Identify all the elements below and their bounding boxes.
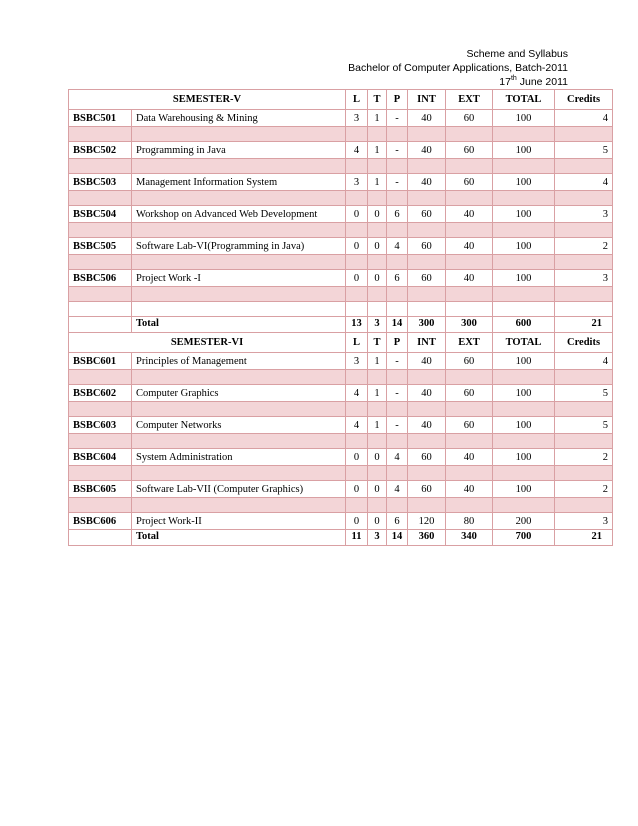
blank-cell xyxy=(493,302,555,317)
total-spacer xyxy=(69,317,132,333)
course-p: - xyxy=(387,385,408,402)
course-int: 60 xyxy=(408,238,446,255)
band-cell xyxy=(387,255,408,270)
band-cell xyxy=(493,223,555,238)
band-cell xyxy=(346,498,368,513)
row-band xyxy=(69,370,613,385)
course-p: - xyxy=(387,142,408,159)
header-title: Scheme and Syllabus xyxy=(466,48,568,60)
band-cell xyxy=(408,127,446,142)
course-p: - xyxy=(387,353,408,370)
course-int: 40 xyxy=(408,174,446,191)
row-band xyxy=(69,159,613,174)
band-cell xyxy=(69,287,132,302)
column-header-credits: Credits xyxy=(555,90,613,110)
course-name: Project Work-II xyxy=(132,513,346,530)
band-cell xyxy=(132,255,346,270)
band-cell xyxy=(387,127,408,142)
band-cell xyxy=(555,402,613,417)
total-label: Total xyxy=(132,530,346,546)
band-cell xyxy=(132,191,346,206)
total-int: 300 xyxy=(408,317,446,333)
course-name: Software Lab-VII (Computer Graphics) xyxy=(132,481,346,498)
band-cell xyxy=(132,223,346,238)
band-cell xyxy=(555,287,613,302)
band-cell xyxy=(368,434,387,449)
band-cell xyxy=(132,370,346,385)
column-header-p: P xyxy=(387,333,408,353)
course-ext: 60 xyxy=(446,142,493,159)
course-t: 1 xyxy=(368,417,387,434)
row-band xyxy=(69,434,613,449)
total-p: 14 xyxy=(387,530,408,546)
column-header-total: TOTAL xyxy=(493,333,555,353)
course-ext: 60 xyxy=(446,353,493,370)
blank-cell xyxy=(446,302,493,317)
course-code: BSBC603 xyxy=(69,417,132,434)
total-row xyxy=(69,530,613,546)
total-total: 700 xyxy=(493,530,555,546)
band-cell xyxy=(69,159,132,174)
band-cell xyxy=(446,434,493,449)
band-cell xyxy=(346,223,368,238)
course-t: 1 xyxy=(368,110,387,127)
course-ext: 40 xyxy=(446,238,493,255)
blank-row xyxy=(69,302,613,317)
course-l: 4 xyxy=(346,417,368,434)
band-cell xyxy=(132,159,346,174)
band-cell xyxy=(69,402,132,417)
band-cell xyxy=(446,191,493,206)
course-ext: 80 xyxy=(446,513,493,530)
course-int: 120 xyxy=(408,513,446,530)
band-cell xyxy=(493,370,555,385)
blank-cell xyxy=(346,302,368,317)
row-band xyxy=(69,223,613,238)
course-credits: 4 xyxy=(555,110,613,127)
semester-title: SEMESTER-VI xyxy=(69,333,346,353)
course-credits: 4 xyxy=(555,353,613,370)
course-total: 100 xyxy=(493,174,555,191)
band-cell xyxy=(132,287,346,302)
band-cell xyxy=(446,255,493,270)
band-cell xyxy=(387,287,408,302)
course-total: 100 xyxy=(493,481,555,498)
band-cell xyxy=(132,466,346,481)
band-cell xyxy=(368,255,387,270)
band-cell xyxy=(368,370,387,385)
blank-cell xyxy=(368,302,387,317)
course-p: - xyxy=(387,110,408,127)
band-cell xyxy=(387,466,408,481)
band-cell xyxy=(446,498,493,513)
band-cell xyxy=(387,402,408,417)
course-t: 0 xyxy=(368,481,387,498)
course-p: 4 xyxy=(387,238,408,255)
course-l: 3 xyxy=(346,110,368,127)
course-t: 0 xyxy=(368,270,387,287)
band-cell xyxy=(555,466,613,481)
course-row xyxy=(69,270,613,287)
course-total: 100 xyxy=(493,449,555,466)
course-t: 0 xyxy=(368,238,387,255)
blank-cell xyxy=(132,302,346,317)
total-total: 600 xyxy=(493,317,555,333)
band-cell xyxy=(408,402,446,417)
course-name: Workshop on Advanced Web Development xyxy=(132,206,346,223)
course-p: 4 xyxy=(387,481,408,498)
band-cell xyxy=(493,159,555,174)
band-cell xyxy=(346,159,368,174)
column-header-int: INT xyxy=(408,333,446,353)
row-band xyxy=(69,402,613,417)
band-cell xyxy=(346,402,368,417)
course-code: BSBC602 xyxy=(69,385,132,402)
blank-cell xyxy=(69,302,132,317)
course-row xyxy=(69,417,613,434)
course-code: BSBC601 xyxy=(69,353,132,370)
band-cell xyxy=(387,223,408,238)
header-date: 17th June 2011 xyxy=(499,74,568,88)
band-cell xyxy=(493,191,555,206)
band-cell xyxy=(346,466,368,481)
course-l: 0 xyxy=(346,206,368,223)
course-name: Computer Networks xyxy=(132,417,346,434)
band-cell xyxy=(69,255,132,270)
band-cell xyxy=(387,498,408,513)
course-total: 100 xyxy=(493,206,555,223)
course-l: 0 xyxy=(346,513,368,530)
course-ext: 40 xyxy=(446,206,493,223)
column-header-ext: EXT xyxy=(446,333,493,353)
band-cell xyxy=(493,466,555,481)
band-cell xyxy=(346,255,368,270)
band-cell xyxy=(493,402,555,417)
course-p: 4 xyxy=(387,449,408,466)
band-cell xyxy=(387,159,408,174)
band-cell xyxy=(555,159,613,174)
course-credits: 2 xyxy=(555,449,613,466)
course-total: 100 xyxy=(493,110,555,127)
blank-cell xyxy=(408,302,446,317)
course-l: 0 xyxy=(346,238,368,255)
band-cell xyxy=(555,191,613,206)
column-header-int: INT xyxy=(408,90,446,110)
column-header-ext: EXT xyxy=(446,90,493,110)
band-cell xyxy=(69,498,132,513)
course-int: 40 xyxy=(408,353,446,370)
course-total: 100 xyxy=(493,142,555,159)
row-band xyxy=(69,191,613,206)
course-row xyxy=(69,238,613,255)
course-code: BSBC501 xyxy=(69,110,132,127)
course-row xyxy=(69,206,613,223)
band-cell xyxy=(555,127,613,142)
course-total: 100 xyxy=(493,353,555,370)
course-p: 6 xyxy=(387,513,408,530)
band-cell xyxy=(368,223,387,238)
band-cell xyxy=(408,498,446,513)
blank-cell xyxy=(555,302,613,317)
course-int: 60 xyxy=(408,449,446,466)
band-cell xyxy=(446,223,493,238)
band-cell xyxy=(69,466,132,481)
band-cell xyxy=(346,370,368,385)
course-l: 0 xyxy=(346,270,368,287)
column-header-p: P xyxy=(387,90,408,110)
course-t: 1 xyxy=(368,142,387,159)
course-int: 40 xyxy=(408,417,446,434)
row-band xyxy=(69,287,613,302)
total-credits: 21 xyxy=(555,317,613,333)
course-t: 1 xyxy=(368,385,387,402)
total-credits: 21 xyxy=(555,530,613,546)
band-cell xyxy=(132,127,346,142)
course-int: 60 xyxy=(408,481,446,498)
course-credits: 3 xyxy=(555,206,613,223)
band-cell xyxy=(408,191,446,206)
row-band xyxy=(69,466,613,481)
total-row xyxy=(69,317,613,333)
course-row xyxy=(69,353,613,370)
course-credits: 3 xyxy=(555,270,613,287)
course-ext: 40 xyxy=(446,270,493,287)
course-l: 3 xyxy=(346,353,368,370)
course-name: System Administration xyxy=(132,449,346,466)
total-p: 14 xyxy=(387,317,408,333)
course-int: 40 xyxy=(408,385,446,402)
band-cell xyxy=(346,191,368,206)
band-cell xyxy=(69,370,132,385)
course-row xyxy=(69,110,613,127)
band-cell xyxy=(69,434,132,449)
course-p: 6 xyxy=(387,270,408,287)
column-header-t: T xyxy=(368,333,387,353)
total-t: 3 xyxy=(368,317,387,333)
blank-cell xyxy=(387,302,408,317)
band-cell xyxy=(446,370,493,385)
band-cell xyxy=(132,498,346,513)
course-p: - xyxy=(387,417,408,434)
header-program: Bachelor of Computer Applications, Batch-2011 xyxy=(348,62,568,74)
band-cell xyxy=(408,223,446,238)
band-cell xyxy=(555,370,613,385)
course-name: Project Work -I xyxy=(132,270,346,287)
band-cell xyxy=(368,287,387,302)
course-row xyxy=(69,385,613,402)
course-ext: 60 xyxy=(446,174,493,191)
course-int: 60 xyxy=(408,270,446,287)
semester-header-row xyxy=(69,90,613,110)
semester-title: SEMESTER-V xyxy=(69,90,346,110)
course-code: BSBC506 xyxy=(69,270,132,287)
band-cell xyxy=(446,402,493,417)
course-name: Management Information System xyxy=(132,174,346,191)
course-l: 4 xyxy=(346,385,368,402)
band-cell xyxy=(446,159,493,174)
band-cell xyxy=(493,498,555,513)
band-cell xyxy=(132,434,346,449)
course-l: 0 xyxy=(346,481,368,498)
total-t: 3 xyxy=(368,530,387,546)
course-row xyxy=(69,513,613,530)
row-band xyxy=(69,255,613,270)
course-code: BSBC606 xyxy=(69,513,132,530)
course-credits: 2 xyxy=(555,238,613,255)
total-label: Total xyxy=(132,317,346,333)
total-ext: 300 xyxy=(446,317,493,333)
course-ext: 40 xyxy=(446,449,493,466)
band-cell xyxy=(555,255,613,270)
course-total: 100 xyxy=(493,417,555,434)
band-cell xyxy=(132,402,346,417)
band-cell xyxy=(555,434,613,449)
course-row xyxy=(69,449,613,466)
band-cell xyxy=(368,191,387,206)
band-cell xyxy=(555,498,613,513)
course-name: Data Warehousing & Mining xyxy=(132,110,346,127)
course-total: 100 xyxy=(493,270,555,287)
total-l: 13 xyxy=(346,317,368,333)
course-p: - xyxy=(387,174,408,191)
course-p: 6 xyxy=(387,206,408,223)
course-name: Principles of Management xyxy=(132,353,346,370)
total-ext: 340 xyxy=(446,530,493,546)
band-cell xyxy=(493,434,555,449)
course-total: 200 xyxy=(493,513,555,530)
course-credits: 4 xyxy=(555,174,613,191)
course-total: 100 xyxy=(493,385,555,402)
course-credits: 5 xyxy=(555,385,613,402)
band-cell xyxy=(446,466,493,481)
course-t: 1 xyxy=(368,353,387,370)
band-cell xyxy=(408,287,446,302)
total-int: 360 xyxy=(408,530,446,546)
band-cell xyxy=(493,127,555,142)
course-code: BSBC605 xyxy=(69,481,132,498)
course-credits: 3 xyxy=(555,513,613,530)
band-cell xyxy=(368,498,387,513)
course-code: BSBC503 xyxy=(69,174,132,191)
course-ext: 60 xyxy=(446,417,493,434)
band-cell xyxy=(493,287,555,302)
band-cell xyxy=(346,434,368,449)
course-t: 0 xyxy=(368,206,387,223)
band-cell xyxy=(368,466,387,481)
course-t: 1 xyxy=(368,174,387,191)
band-cell xyxy=(387,370,408,385)
band-cell xyxy=(408,159,446,174)
course-code: BSBC604 xyxy=(69,449,132,466)
band-cell xyxy=(493,255,555,270)
column-header-l: L xyxy=(346,333,368,353)
column-header-credits: Credits xyxy=(555,333,613,353)
band-cell xyxy=(368,127,387,142)
band-cell xyxy=(69,191,132,206)
course-credits: 2 xyxy=(555,481,613,498)
course-t: 0 xyxy=(368,513,387,530)
course-ext: 60 xyxy=(446,385,493,402)
course-row xyxy=(69,142,613,159)
band-cell xyxy=(387,434,408,449)
row-band xyxy=(69,127,613,142)
row-band xyxy=(69,498,613,513)
course-ext: 40 xyxy=(446,481,493,498)
course-row xyxy=(69,481,613,498)
course-l: 3 xyxy=(346,174,368,191)
column-header-t: T xyxy=(368,90,387,110)
band-cell xyxy=(408,434,446,449)
course-int: 40 xyxy=(408,110,446,127)
band-cell xyxy=(555,223,613,238)
course-int: 40 xyxy=(408,142,446,159)
scheme-table xyxy=(68,89,613,546)
band-cell xyxy=(368,159,387,174)
document-header xyxy=(348,47,568,89)
column-header-total: TOTAL xyxy=(493,90,555,110)
band-cell xyxy=(408,255,446,270)
column-header-l: L xyxy=(346,90,368,110)
course-code: BSBC504 xyxy=(69,206,132,223)
course-name: Programming in Java xyxy=(132,142,346,159)
band-cell xyxy=(446,127,493,142)
band-cell xyxy=(346,127,368,142)
band-cell xyxy=(346,287,368,302)
band-cell xyxy=(368,402,387,417)
course-name: Computer Graphics xyxy=(132,385,346,402)
band-cell xyxy=(387,191,408,206)
course-t: 0 xyxy=(368,449,387,466)
semester-header-row xyxy=(69,333,613,353)
course-total: 100 xyxy=(493,238,555,255)
total-spacer xyxy=(69,530,132,546)
course-ext: 60 xyxy=(446,110,493,127)
course-int: 60 xyxy=(408,206,446,223)
band-cell xyxy=(446,287,493,302)
course-credits: 5 xyxy=(555,142,613,159)
course-row xyxy=(69,174,613,191)
course-code: BSBC502 xyxy=(69,142,132,159)
course-l: 0 xyxy=(346,449,368,466)
band-cell xyxy=(69,127,132,142)
band-cell xyxy=(408,466,446,481)
band-cell xyxy=(408,370,446,385)
course-l: 4 xyxy=(346,142,368,159)
total-l: 11 xyxy=(346,530,368,546)
course-name: Software Lab-VI(Programming in Java) xyxy=(132,238,346,255)
band-cell xyxy=(69,223,132,238)
course-code: BSBC505 xyxy=(69,238,132,255)
course-credits: 5 xyxy=(555,417,613,434)
